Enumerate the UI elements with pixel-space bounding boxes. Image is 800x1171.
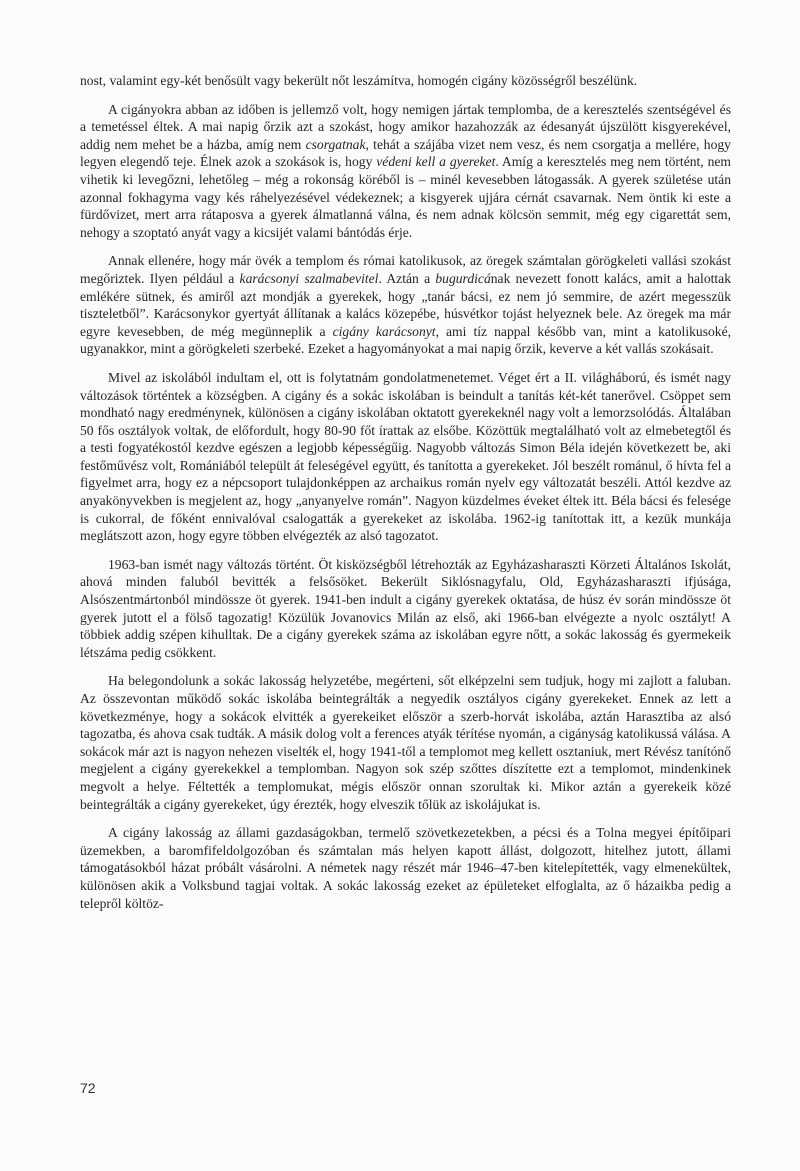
italic-term: karácsonyi szalmabevitel <box>239 270 379 286</box>
text-run: A cigányokra abban az időben is jellemző volt, hogy nemigen jártak templomba, de a keresztelés szentségével és a temetéssel éltek. A mai napig őrzik azt a szokást, hogy amikor hazahozzák az édesanyát újszülött kisgyerekével, addig nem mehet be a házba, amíg nem <box>80 101 731 152</box>
italic-term: cigány karácsonyt <box>332 323 436 339</box>
paragraph-p5 <box>80 556 731 662</box>
text-run: , tehát a szájába vizet nem vesz, és nem csorgatja a mellére, hogy legyen elegendő teje. Élnek azok a szokások is, hogy <box>80 136 731 170</box>
text-run: Ha belegondolunk a sokác lakosság helyzetébe, megérteni, sőt elképzelni sem tudjuk, hogy mi zajlott a faluban. Az összevontan működő sokác iskolába beintegrálták a negyedik osztályos cigány gyerekeket. Ennek az lett a következménye, hogy a sokácok elvitték a gyerekeiket először a szerb-horvát iskolába, aztán Harasztiba az alsó tagozatba, és ahova csak tudták. A másik dolog volt a ferences atyák térítése nyomán, a cigányság katolikussá válása. A sokácok már azt is nagyon nehezen viselték el, hogy 1941-től a templomot meg kellett osztaniuk, mert Révész tanítónő megjelent a cigány gyerekekkel a templomban. Nagyon sok szép szőttes díszítette ezt a templomot, mindenkinek megvolt a helye. Féltették a templomukat, mégis először onnan szorultak ki. Mikor aztán a gyerekeik közé beintegrálták a cigány gyerekeket, úgy érezték, hogy elveszik tőlük az iskolájukat is. <box>80 673 731 812</box>
paragraph-p6 <box>80 672 731 813</box>
page-number: 72 <box>80 1080 96 1096</box>
paragraph-p3 <box>80 252 731 358</box>
text-run: . Amíg a keresztelés meg nem történt, nem vihetik ki levegőzni, lehetőleg – még a rokonság köréből is – minél kevesebben látogassák. A gyerek születése után azonnal fokhagyma vagy kés ráhelyezésével védekeznek; a kisgyerek ujjára cérnát csavarnak. Nem öntik ki este a fürdővizet, mert arra rátaposva a gyerek álmatlanná válna, és nem adnak kölcsön semmit, még egy cigarettát sem, nehogy a szoptató anyát vagy a kicsijét valami bántódás érje. <box>80 154 732 240</box>
body-text <box>80 72 731 923</box>
italic-term: bugurdicá <box>435 270 491 286</box>
italic-term: csorgatnak <box>305 136 366 152</box>
text-run: 1963-ban ismét nagy változás történt. Öt kisközségből létrehozták az Egyházasharaszti Körzeti Általános Iskolát, ahová minden faluból bevitték a felsősöket. Bekerült Siklósnagyfalu, Old, Egyházasharaszti ifjúsága, Alsószentmártonból mindössze öt gyerek. 1941-ben indult a cigány gyerekek oktatása, de húsz év során mindössze öt gyerek jutott el a fölső tagozatig! Közülük Jovanovics Milán az első, aki 1966-ban elvégezte a nyolc osztályt! A többiek addig szépen kihulltak. De a cigány gyerekek száma az iskolában egyre nőtt, a sokác lakosság és gyermekeik létszáma pedig csökkent. <box>80 556 731 660</box>
italic-term: védeni kell a gyereket <box>376 154 496 170</box>
text-run: . Aztán a <box>378 270 436 286</box>
text-run: nost, valamint egy-két benősült vagy bekerült nőt leszámítva, homogén cigány közösségről beszélünk. <box>80 73 638 88</box>
paragraph-p2 <box>80 101 731 242</box>
paragraph-p4 <box>80 369 731 545</box>
text-run: A cigány lakosság az állami gazdaságokban, termelő szövetkezetekben, a pécsi és a Tolna megyei építőipari üzemekben, a baromfifeldolgozóban és számtalan más helyen kapott állást, dolgozott, hitelhez jutott, állami támogatásokból házat próbált vásárolni. A németek nagy részét már 1946–47-ben kitelepítették, vagy elmenekültek, különösen akik a Volksbund tagjai voltak. A sokác lakosság ezeket az épületeket elfoglalta, az ő házaikba pedig a telepről költöz- <box>80 825 731 911</box>
paragraph-p1 <box>80 72 731 90</box>
text-run: Mivel az iskolából indultam el, ott is folytatnám gondolatmenetemet. Véget ért a II. világháború, és ismét nagy változások történtek a községben. A cigány és a sokác iskolában is beindult a tanítás két-két tanerővel. Csöppet sem mondható nagy eredménynek, különösen a cigány iskolában oktatott gyerekeknél nagy volt a lemorzsolódás. Általában 50 fős osztályok voltak, de előfordult, hogy 80-90 főt írattak az elsőbe. Közöttük megtalálható volt az elmebetegtől és a testi fogyatékostól kezdve egészen a legjobb képességűig. Nagyobb változás Simon Béla idején következett be, aki festőművész volt, Romániából települt át feleségével együtt, és tanította a gyerekeket. Jól beszélt románul, ő hívta fel a figyelmet arra, hogy ez a népcsoport tulajdonképpen az archaikus román nyelv egy változatát beszéli. Attól kezdve az anyakönyvekben is megjelent az, hogy „anyanyelve román”. Nagyon küzdelmes éveket éltek itt. Béla bácsi és felesége is cukorral, de főként ennivalóval csalogatták a gyerekeket az iskolába. 1962-ig tanítottak itt, a kezük munkája meglátszott azon, hogy egyre többen elvégezték az alsó tagozatot. <box>80 369 731 544</box>
paragraph-p7 <box>80 824 731 912</box>
text-run: Annak ellenére, hogy már övék a templom és római katolikusok, az öregek számtalan görögkeleti vallási szokást megőriztek. Ilyen például a <box>80 253 731 286</box>
text-run: , ami tíz nappal később van, mint a katolikusoké, ugyanakkor, mint a görögkeleti szerbeké. Ezeket a hagyományokat a mai napig őrzik, keverve a két vallás szokásait. <box>80 323 732 357</box>
text-run: nak nevezett fonott kalács, amit a halottak emlékére sütnek, és amiről azt mondják a gyerekek, hogy „tanár bácsi, ez nem jó semmire, de azért megesszük tiszteletből”. Karácsonykor gyertyát állítanak a kalács közepébe, húsvétkor tojást helyeznek bele. Az öregek ma már egyre kevesebben, de még megünneplik a <box>80 270 731 339</box>
